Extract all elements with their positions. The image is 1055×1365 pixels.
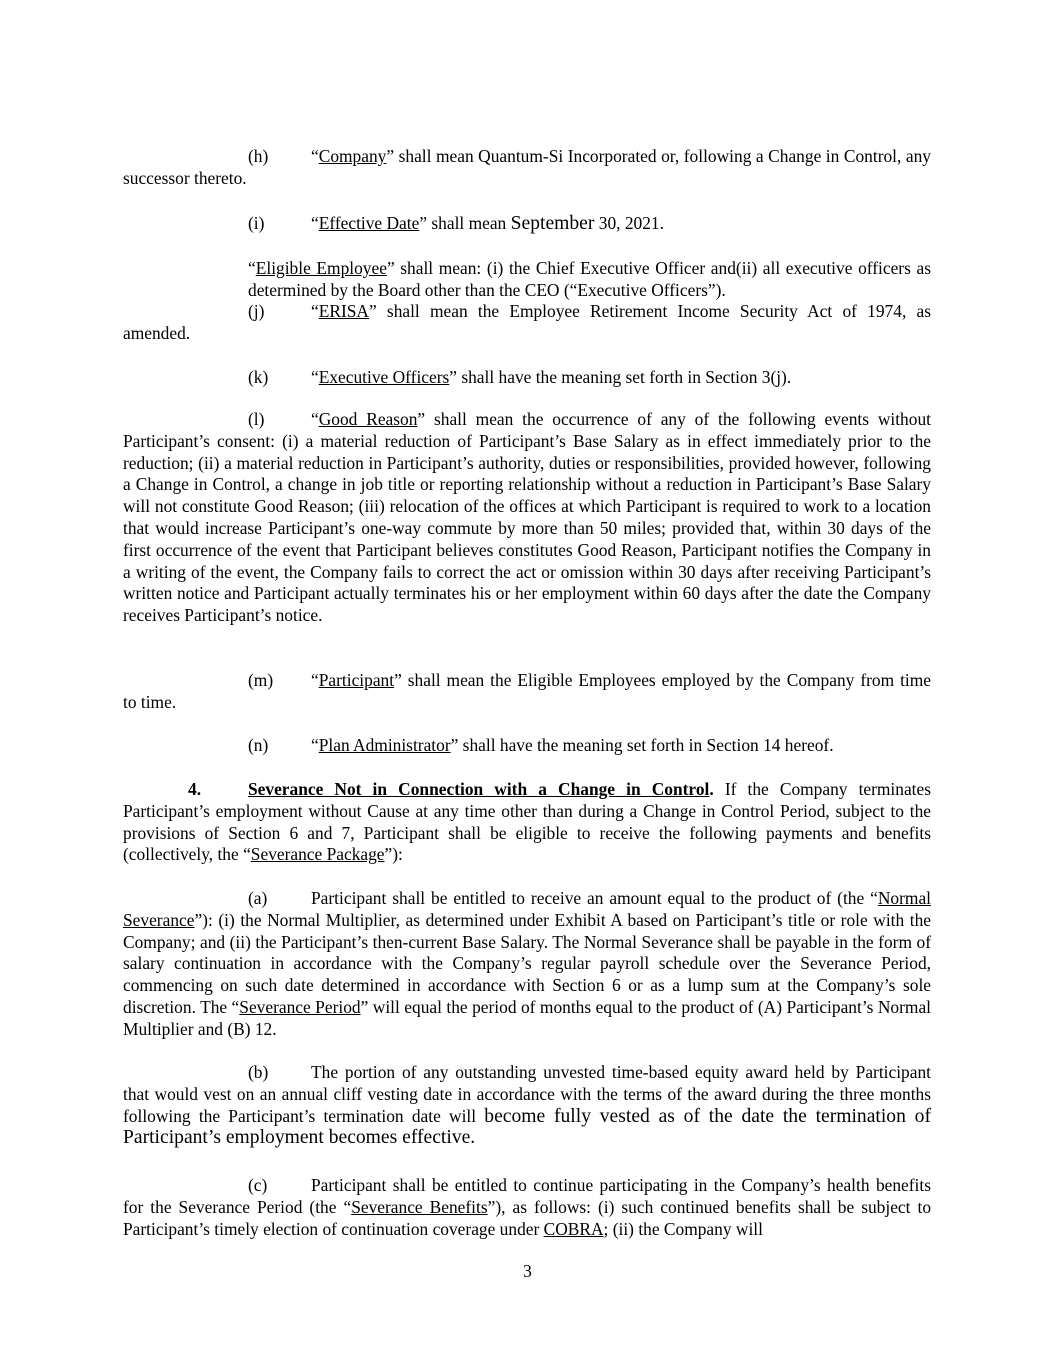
text: ; (ii) the Company will	[603, 1218, 763, 1239]
text: 30, 2021.	[594, 213, 664, 233]
text: ” will equal the period of months equal to the product of (A) Participant’s Normal Multiplier and (B) 12.	[123, 996, 932, 1039]
definition-h	[123, 146, 931, 190]
clause-label: (c)	[248, 1175, 268, 1195]
definition-m	[123, 670, 931, 714]
text: ” shall mean	[419, 213, 511, 233]
section-4	[123, 779, 931, 866]
clause-label: (l)	[248, 409, 265, 429]
defined-term: Severance Package	[250, 844, 385, 865]
defined-term: Participant	[318, 670, 395, 690]
clause-label: (h)	[248, 146, 269, 166]
text: “	[311, 146, 319, 166]
definition-k	[123, 367, 931, 389]
defined-term: Executive Officers	[318, 367, 450, 387]
cobra-link[interactable]: COBRA	[543, 1218, 604, 1239]
definition-j	[123, 301, 931, 345]
defined-term: ERISA	[318, 301, 369, 321]
text: ”): (i) the Normal Multiplier, as determined under Exhibit A based on Participant’s title or role with the Company; and (ii) the Participant’s then-current Base Salary. The Normal Severance shall be payable in the form of salary continuation in accordance with the Company’s regular payroll schedule over the Severance Period, commencing on such date determined in accordance with Section 6 or as a lump sum at the Company’s sole discretion. The “	[123, 909, 931, 1017]
definition-n	[123, 735, 931, 757]
text: ”):	[384, 844, 403, 865]
text: .	[709, 779, 714, 799]
clause-label: (m)	[248, 670, 274, 690]
text: ” shall mean Quantum-Si Incorporated or, following a Change in Control, any successor thereto.	[123, 146, 931, 188]
text: “	[311, 301, 319, 321]
text: September	[510, 213, 595, 234]
text: ” shall mean the Employee Retirement Income Security Act of 1974, as amended.	[123, 301, 931, 343]
section-heading: Severance Not in Connection with a Change in Control	[248, 779, 710, 799]
clause-label: (k)	[248, 367, 269, 387]
text: Participant shall be entitled to receive an amount equal to the product of (the “	[311, 888, 878, 908]
clause-label: (n)	[248, 735, 269, 755]
definition-eligible-employee	[248, 258, 931, 302]
clause-a	[123, 888, 931, 1041]
clause-label: (a)	[248, 888, 268, 908]
clause-b	[123, 1062, 931, 1149]
text: become fully vested as of the date the termination of Participant’s employment becomes effective.	[123, 1105, 931, 1149]
defined-term: Plan Administrator	[318, 735, 451, 755]
defined-term: Good Reason	[318, 409, 418, 429]
defined-term: Eligible Employee	[255, 258, 387, 278]
text: “	[248, 258, 256, 278]
defined-term: Severance Period	[239, 996, 361, 1017]
defined-term: Severance Benefits	[351, 1196, 488, 1217]
text: ” shall mean the Eligible Employees employed by the Company from time to time.	[123, 670, 931, 712]
clause-label: (j)	[248, 301, 265, 321]
clause-label: (i)	[248, 213, 265, 233]
clause-c	[123, 1175, 931, 1240]
defined-term: Normal Severance	[123, 888, 931, 930]
definition-l	[123, 409, 931, 627]
text: ” shall mean: (i) the Chief Executive Officer and(ii) all executive officers as determined by the Board other than the CEO (“Executive Officers”).	[248, 258, 931, 300]
text: “	[311, 409, 319, 429]
text: “	[311, 735, 319, 755]
text: ” shall have the meaning set forth in Section 3(j).	[449, 367, 792, 387]
clause-label: (b)	[248, 1062, 269, 1082]
text: ” shall mean the occurrence of any of the following events without Participant’s consent: (i) a material reduction of Participant’s Base Salary as in effect immediately prior to the reduction; (ii) a material reduction in Participant’s authority, duties or responsibilities, provided however, following a Change in Control, a change in job title or reporting relationship without a reduction in Participant’s Base Salary will not constitute Good Reason; (iii) relocation of the offices at which Participant is required to work to a location that would increase Participant’s one-way commute by more than 50 miles; provided that, within 30 days of the first occurrence of the event that Participant believes constitutes Good Reason, Participant notifies the Company in a writing of the event, the Company fails to correct the act or omission within 30 days after receiving Participant’s written notice and Participant actually terminates his or her employment within 60 days after the date the Company receives Participant’s notice.	[123, 409, 931, 626]
text: “	[311, 670, 319, 690]
text: Participant shall be entitled to continue participating in the Company’s health benefits for the Severance Period (the “	[123, 1175, 931, 1217]
text: ” shall have the meaning set forth in Section 14 hereof.	[450, 735, 834, 755]
text: ”), as follows: (i) such continued benefits shall be subject to Participant’s timely election of continuation coverage under	[123, 1196, 932, 1239]
defined-term: Effective Date	[318, 213, 420, 233]
text: If the Company terminates Participant’s employment without Cause at any time other than during a Change in Control Period, subject to the provisions of Section 6 and 7, Participant shall be eligible to receive the following payments and benefits (collectively, the “	[123, 779, 931, 865]
text: The portion of any outstanding unvested time-based equity award held by Participant that would vest on an annual cliff vesting date in accordance with the terms of the award during the three months following the Participant’s termination date will	[123, 1062, 931, 1126]
section-number: 4.	[188, 779, 202, 799]
page-number: 3	[523, 1261, 532, 1281]
defined-term: Company	[318, 146, 387, 166]
text: “	[311, 213, 319, 233]
definition-i	[123, 213, 931, 235]
text: “	[311, 367, 319, 387]
